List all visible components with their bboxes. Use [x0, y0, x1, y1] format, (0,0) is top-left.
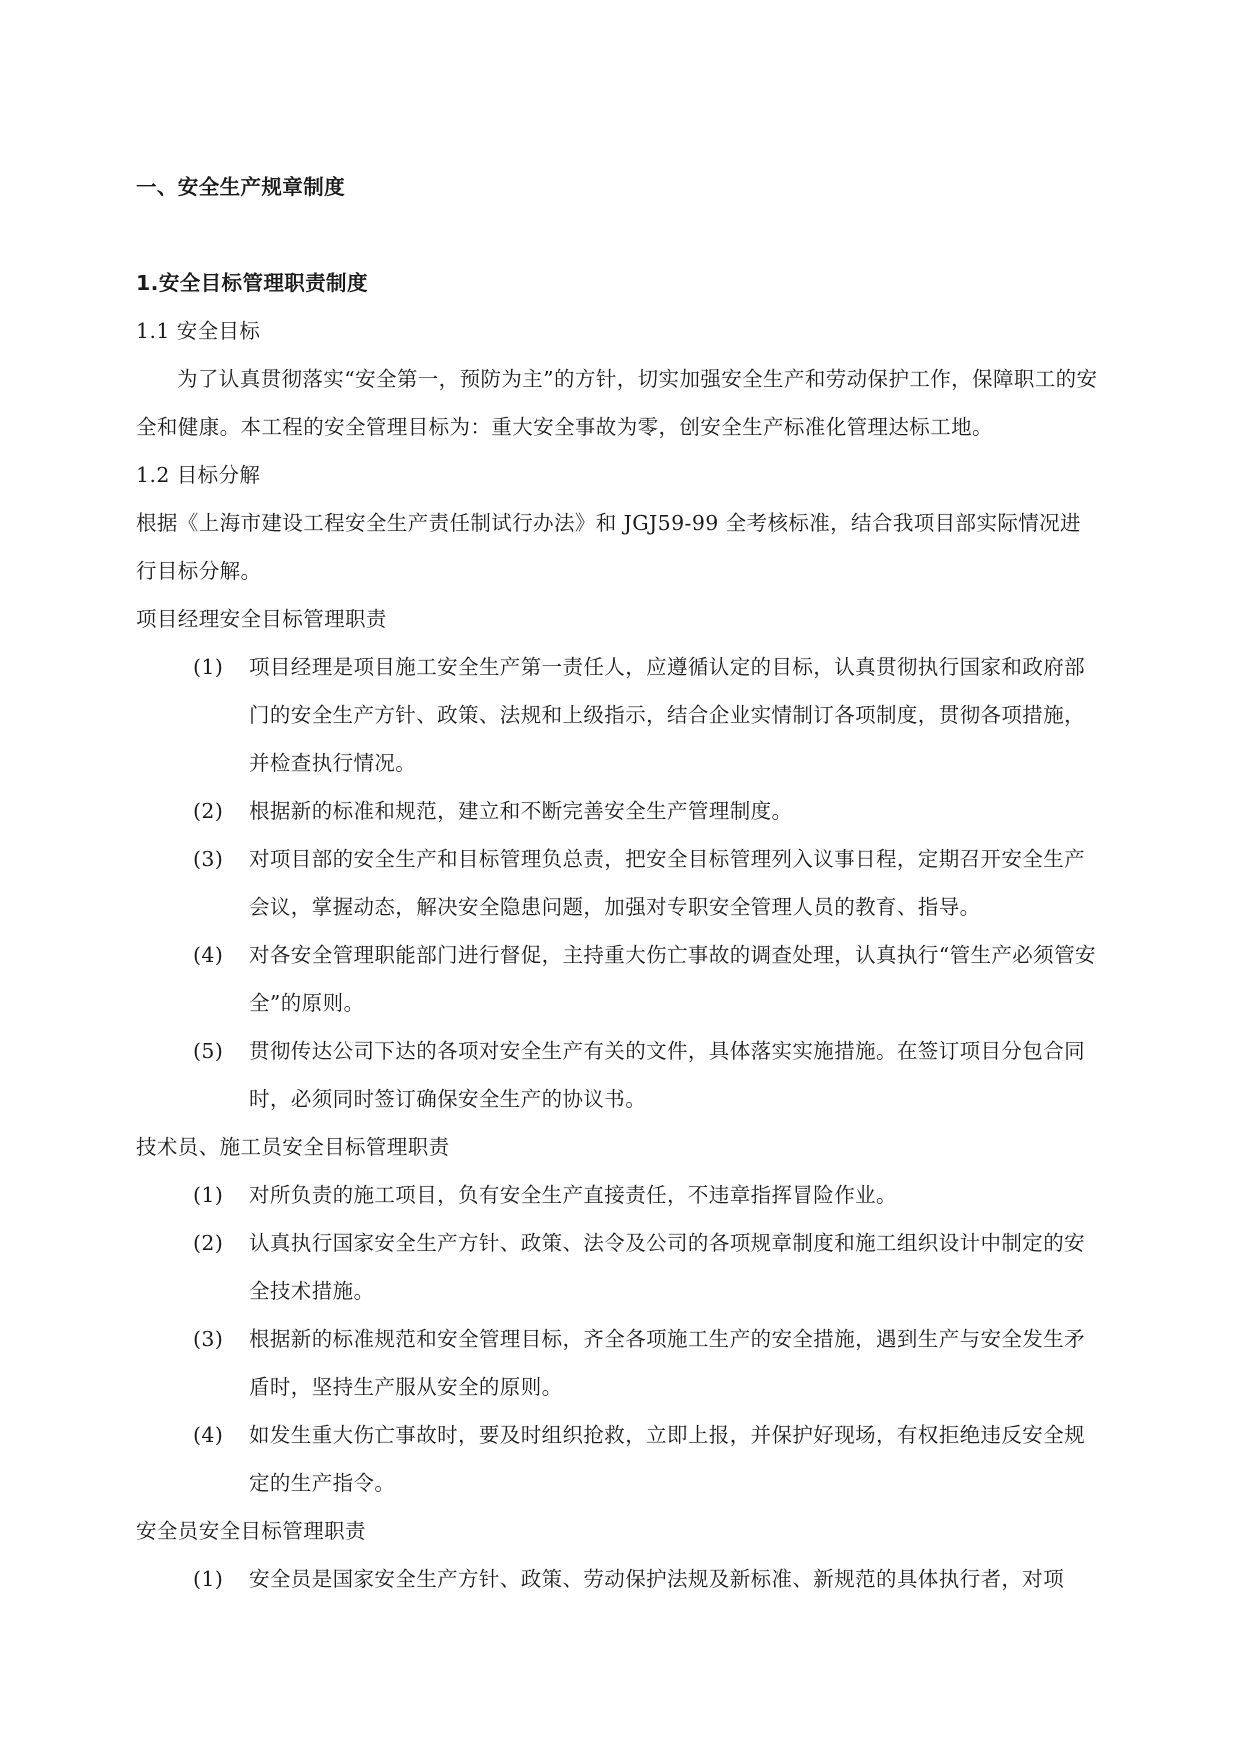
list-item [136, 931, 1101, 1027]
item-number: (4) [193, 1423, 224, 1447]
item-text: 安全员是国家安全生产方针、政策、劳动保护法规及新标准、新规范的具体执行者，对项 [249, 1567, 1065, 1591]
list-item [136, 1315, 1101, 1411]
list-item [136, 1219, 1101, 1315]
group-title-safety-officer: 安全员安全目标管理职责 [136, 1519, 366, 1543]
list-item [136, 835, 1101, 931]
paragraph-1-2: 根据《上海市建设工程安全生产责任制试行办法》和 JGJ59-99 全考核标准，结合我项目部实际情况进行目标分解。 [136, 511, 1081, 583]
item-number: (3) [193, 847, 224, 871]
item-text: 项目经理是项目施工安全生产第一责任人，应遵循认定的目标，认真贯彻执行国家和政府部门的安全生产方针、政策、法规和上级指示，结合企业实情制订各项制度，贯彻各项措施，并检查执行情况。 [249, 655, 1085, 775]
item-text: 贯彻传达公司下达的各项对安全生产有关的文件，具体落实实施措施。在签订项目分包合同时，必须同时签订确保安全生产的协议书。 [249, 1039, 1085, 1111]
item-number: (3) [193, 1327, 224, 1351]
section-title: 一、安全生产规章制度 [136, 175, 345, 199]
item-number: (5) [193, 1039, 224, 1063]
item-text: 根据新的标准规范和安全管理目标，齐全各项施工生产的安全措施，遇到生产与安全发生矛盾时，坚持生产服从安全的原则。 [249, 1327, 1085, 1399]
item-text: 对所负责的施工项目，负有安全生产直接责任，不违章指挥冒险作业。 [249, 1183, 897, 1207]
item-number: (4) [193, 943, 224, 967]
group-title-project-manager: 项目经理安全目标管理职责 [136, 607, 387, 631]
list-item [136, 1411, 1101, 1507]
item-text: 对项目部的安全生产和目标管理负总责，把安全目标管理列入议事日程，定期召开安全生产会议，掌握动态，解决安全隐患问题，加强对专职安全管理人员的教育、指导。 [249, 847, 1085, 919]
item-text: 如发生重大伤亡事故时，要及时组织抢救，立即上报，并保护好现场，有权拒绝违反安全规定的生产指令。 [249, 1423, 1085, 1495]
list-item [136, 1027, 1101, 1123]
list-item [136, 1171, 1101, 1219]
item-number: (2) [193, 799, 224, 823]
item-number: (1) [193, 655, 224, 679]
list-item [136, 643, 1101, 787]
list-item [136, 1555, 1101, 1603]
item-text: 对各安全管理职能部门进行督促，主持重大伤亡事故的调查处理，认真执行“管生产必须管安全”的原则。 [249, 943, 1096, 1015]
list-item [136, 787, 1101, 835]
item-text: 认真执行国家安全生产方针、政策、法令及公司的各项规章制度和施工组织设计中制定的安全技术措施。 [249, 1231, 1085, 1303]
item-text: 根据新的标准和规范，建立和不断完善安全生产管理制度。 [249, 799, 793, 823]
subheading-1-1: 1.1 安全目标 [136, 319, 261, 343]
group-title-technician: 技术员、施工员安全目标管理职责 [136, 1135, 450, 1159]
item-number: (1) [193, 1567, 224, 1591]
subheading-1-2: 1.2 目标分解 [136, 463, 261, 487]
list-safety-officer [136, 1555, 1101, 1603]
heading-1: 1.安全目标管理职责制度 [136, 271, 368, 295]
list-project-manager [136, 643, 1101, 1123]
paragraph-1-1: 为了认真贯彻落实“安全第一，预防为主”的方针，切实加强安全生产和劳动保护工作，保障职工的安全和健康。本工程的安全管理目标为：重大安全事故为零，创安全生产标准化管理达标工地。 [136, 367, 1098, 439]
list-technician [136, 1171, 1101, 1507]
item-number: (2) [193, 1231, 224, 1255]
item-number: (1) [193, 1183, 224, 1207]
